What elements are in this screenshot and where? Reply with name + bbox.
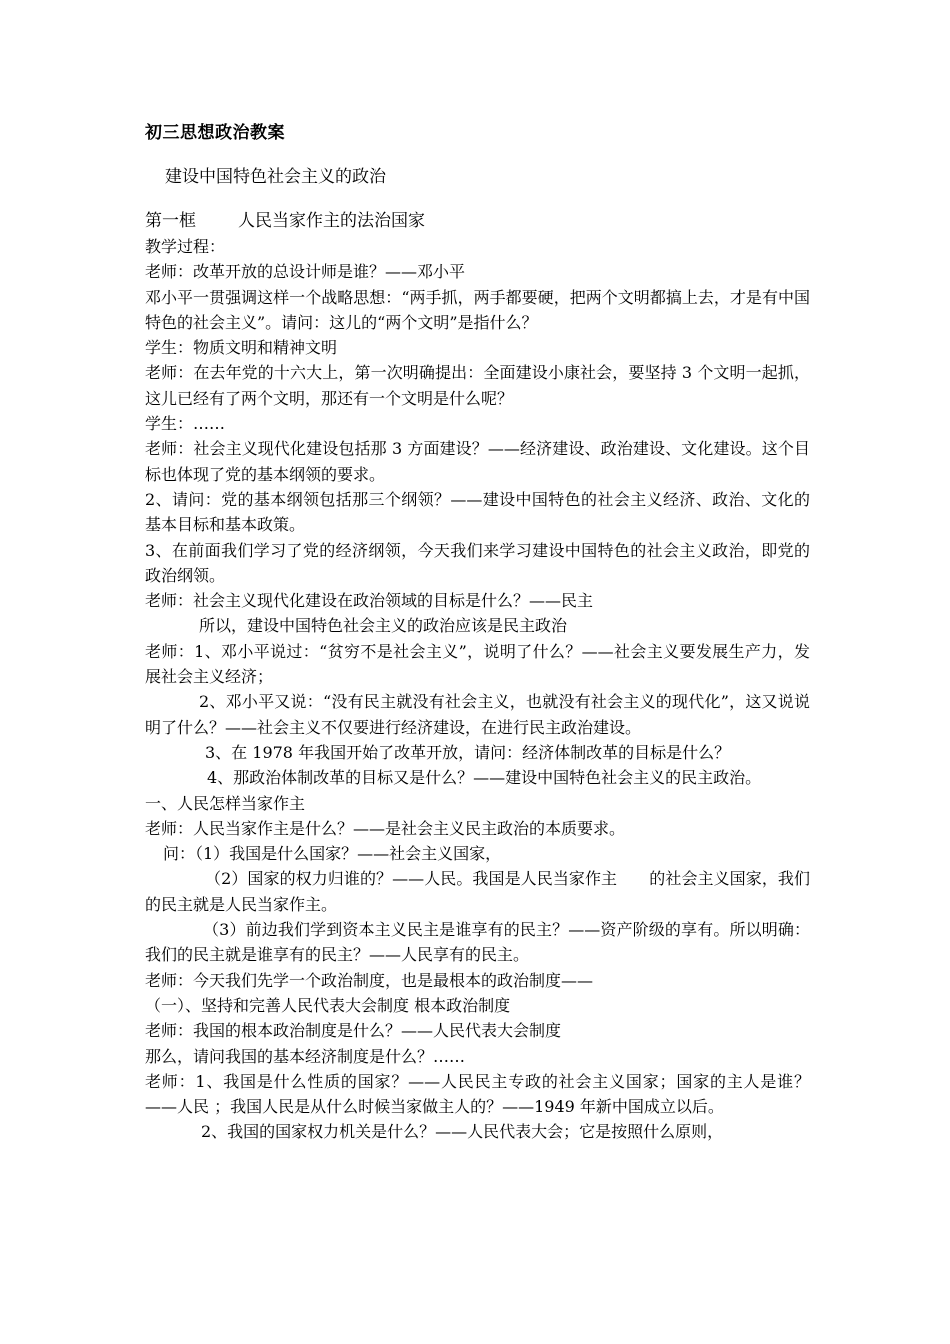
section-heading — [145, 208, 810, 234]
paragraph: 老师：在去年党的十六大上，第一次明确提出：全面建设小康社会，要坚持 3 个文明一起抓，这儿已经有了两个文明，那还有一个文明是什么呢？ — [145, 363, 810, 408]
paragraph: 一、人民怎样当家作主 — [145, 793, 306, 813]
paragraph: 老师：1、我国是什么性质的国家？——人民民主专政的社会主义国家；国家的主人是谁？——人民 ；我国人民是从什么时候当家做主人的？——1949 年新中国成立以后。 — [145, 1071, 810, 1117]
paragraph: 老师：人民当家作主是什么？——是社会主义民主政治的本质要求。 — [145, 818, 626, 838]
paragraph: 老师：今天我们先学一个政治制度，也是最根本的政治制度—— — [145, 970, 594, 990]
paragraph: （2）国家的权力归谁的？——人民。我国是人民当家作主 的社会主义国家，我们的民主就是人民当家作主。 — [145, 869, 810, 914]
document-title: 初三思想政治教案 — [145, 123, 285, 143]
paragraph: 老师：1、邓小平说过：“贫穷不是社会主义”，说明了什么？——社会主义要发展生产力，发展社会主义经济； — [145, 641, 810, 687]
paragraph: 学生：…… — [145, 414, 226, 434]
paragraph: 老师：改革开放的总设计师是谁？——邓小平 — [145, 262, 466, 282]
paragraph: 那么，请问我国的基本经济制度是什么？…… — [145, 1046, 466, 1066]
paragraph: 3、在 1978 年我国开始了改革开放，请问：经济体制改革的目标是什么？ — [205, 742, 731, 762]
document-page — [145, 120, 810, 1145]
paragraph: 老师：社会主义现代化建设在政治领域的目标是什么？——民主 — [145, 591, 594, 611]
paragraph: 2、我国的国家权力机关是什么？——人民代表大会；它是按照什么原则， — [201, 1122, 724, 1142]
paragraph: 老师：社会主义现代化建设包括那 3 方面建设？——经济建设、政治建设、文化建设。这个目标也体现了党的基本纲领的要求。 — [145, 439, 810, 484]
paragraph: 所以，建设中国特色社会主义的政治应该是民主政治 — [199, 616, 568, 636]
paragraph: 2、请问：党的基本纲领包括那三个纲领？——建设中国特色的社会主义经济、政治、文化的基本目标和基本政策。 — [145, 489, 810, 535]
paragraph: 2、邓小平又说：“没有民主就没有社会主义，也就没有社会主义的现代化”，这又说说明了什么？——社会主义不仅要进行经济建设，在进行民主政治建设。 — [145, 692, 810, 737]
paragraph: （3）前边我们学到资本主义民主是谁享有的民主？——资产阶级的享有。所以明确：我们的民主就是谁享有的民主？——人民享有的民主。 — [145, 920, 810, 965]
lesson-body — [145, 234, 810, 1145]
paragraph: 学生：物质文明和精神文明 — [145, 338, 338, 358]
document-subtitle: 建设中国特色社会主义的政治 — [165, 167, 386, 187]
section-label: 第一框 — [145, 211, 196, 231]
paragraph: （一）、坚持和完善人民代表大会制度 根本政治制度 — [145, 995, 511, 1015]
paragraph: 问：（1）我国是什么国家？——社会主义国家， — [163, 844, 502, 864]
paragraph: 老师：我国的根本政治制度是什么？——人民代表大会制度 — [145, 1021, 562, 1041]
paragraph: 4、那政治体制改革的目标又是什么？——建设中国特色社会主义的民主政治。 — [207, 768, 762, 788]
paragraph: 教学过程： — [145, 237, 226, 256]
section-title: 人民当家作主的法治国家 — [238, 211, 425, 231]
paragraph: 3、在前面我们学习了党的经济纲领，今天我们来学习建设中国特色的社会主义政治，即党的政治纲领。 — [145, 540, 810, 585]
paragraph: 邓小平一贯强调这样一个战略思想：“两手抓，两手都要硬，把两个文明都搞上去，才是有中国特色的社会主义”。请问：这儿的“两个文明”是指什么？ — [145, 287, 810, 332]
